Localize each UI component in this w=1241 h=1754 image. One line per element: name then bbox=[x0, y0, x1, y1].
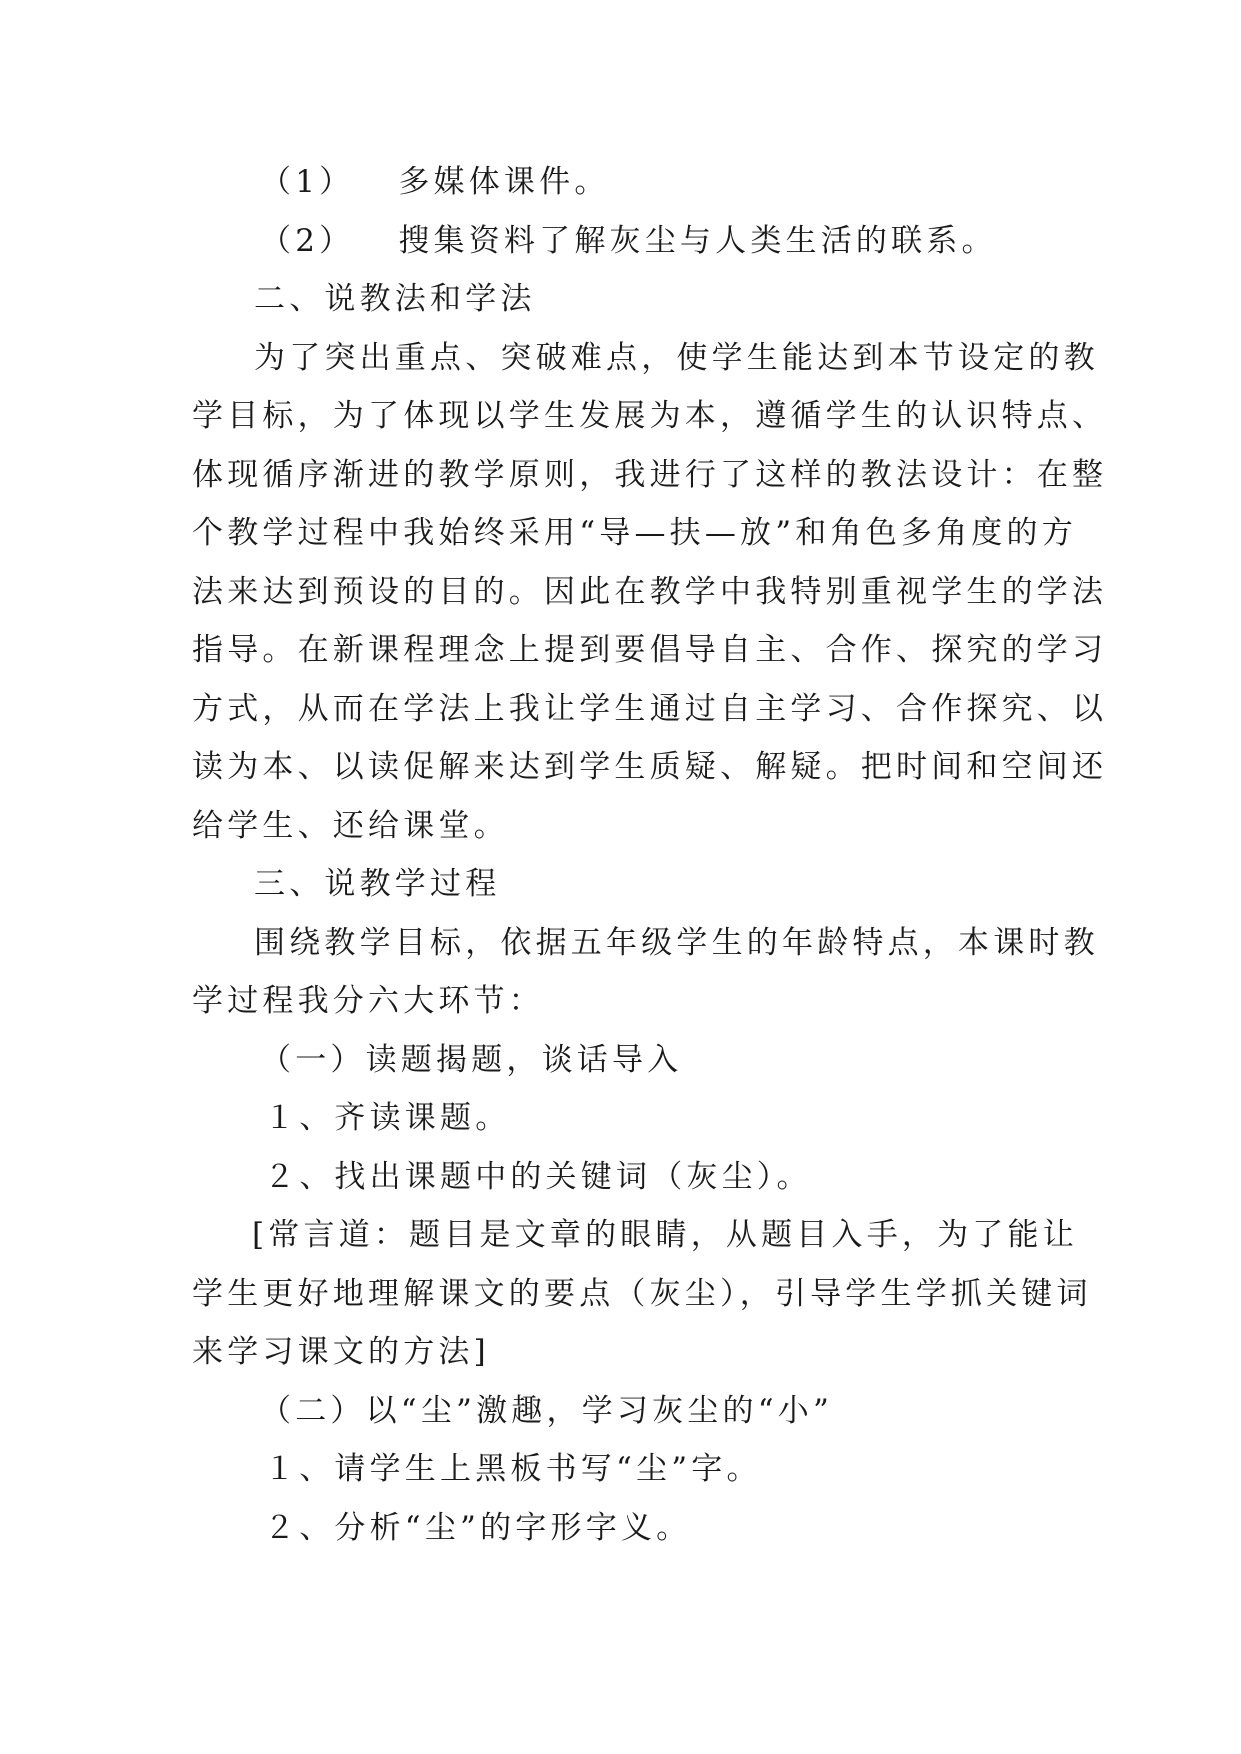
paragraph-line: 给学生、还给课堂。 bbox=[192, 807, 509, 844]
item-label: （2） bbox=[260, 222, 355, 259]
list-item: １、请学生上黑板书写“尘”字。 bbox=[264, 1451, 762, 1487]
list-item bbox=[192, 153, 1064, 212]
note-line: [常言道：题目是文章的眼睛，从题目入手，为了能让 bbox=[252, 1217, 1078, 1253]
paragraph-line: 学目标，为了体现以学生发展为本，遵循学生的认识特点、 bbox=[192, 398, 1108, 434]
item-text: 多媒体课件。 bbox=[398, 164, 610, 200]
paragraph-line: 体现循序渐进的教学原则，我进行了这样的教法设计：在整 bbox=[192, 456, 1108, 493]
paragraph-line: 学过程我分六大环节： bbox=[192, 983, 544, 1019]
document-body bbox=[192, 153, 1108, 1557]
note-line: 来学习课文的方法] bbox=[192, 1334, 490, 1370]
note-line: 学生更好地理解课文的要点（灰尘），引导学生学抓关键词 bbox=[192, 1275, 1092, 1312]
section-heading: 三、说教学过程 bbox=[254, 866, 501, 902]
list-item bbox=[192, 212, 1064, 271]
paragraph-line: 个教学过程中我始终采用“导—扶—放”和角色多角度的方 bbox=[192, 515, 1077, 551]
item-text: 搜集资料了解灰尘与人类生活的联系。 bbox=[398, 222, 997, 259]
paragraph-line: 读为本、以读促解来达到学生质疑、解疑。把时间和空间还 bbox=[192, 749, 1108, 785]
subsection-heading: （二）以“尘”激趣，学习灰尘的“小” bbox=[260, 1392, 833, 1429]
paragraph-line: 法来达到预设的目的。因此在教学中我特别重视学生的学法 bbox=[192, 573, 1108, 610]
list-item: ２、找出课题中的关键词（灰尘）。 bbox=[264, 1158, 812, 1195]
item-label: （1） bbox=[260, 164, 355, 200]
list-item: ２、分析“尘”的字形字义。 bbox=[264, 1509, 692, 1546]
list-item: １、齐读课题。 bbox=[264, 1100, 511, 1136]
subsection-heading: （一）读题揭题，谈话导入 bbox=[260, 1041, 683, 1078]
paragraph-line: 为了突出重点、突破难点，使学生能达到本节设定的教 bbox=[254, 339, 1099, 376]
paragraph-line: 围绕教学目标，依据五年级学生的年龄特点，本课时教 bbox=[254, 924, 1099, 961]
paragraph-line: 方式，从而在学法上我让学生通过自主学习、合作探究、以 bbox=[192, 690, 1108, 727]
paragraph-line: 指导。在新课程理念上提到要倡导自主、合作、探究的学习 bbox=[192, 632, 1108, 668]
section-heading: 二、说教法和学法 bbox=[254, 281, 536, 317]
